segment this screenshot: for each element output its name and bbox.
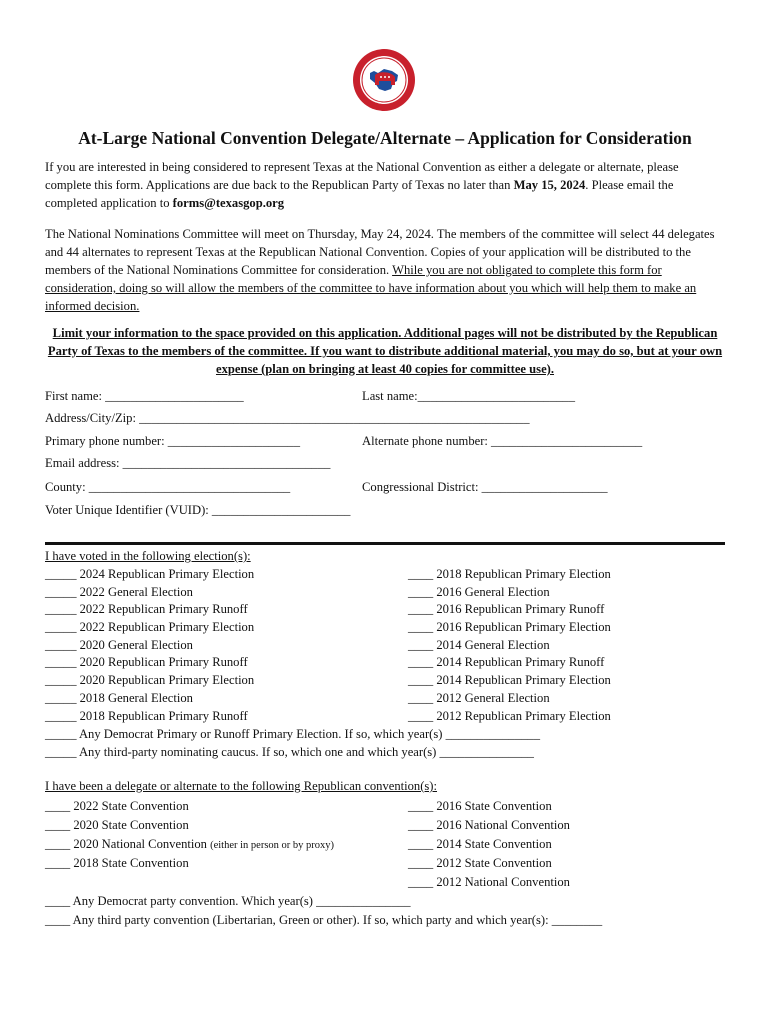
vuid-field[interactable]: Voter Unique Identifier (VUID): ______________________ [45,503,351,517]
list-item[interactable]: _____ 2022 Republican Primary Runoff [45,602,248,617]
list-item[interactable]: _____ 2022 Republican Primary Election [45,620,255,635]
list-item[interactable]: _____ 2018 General Election [45,690,193,705]
intro-text-1: If you are interested in being considered to represent Texas at the National Convention as either a delegate or alternate, please complete this form. Applications are due back to the Republican Party of Texas no later than [45,160,679,192]
list-item[interactable]: ____ Any Democrat party convention. Which year(s) _______________ [45,894,411,908]
address-field[interactable]: Address/City/Zip: ______________________________________________________________ [45,411,530,425]
list-item[interactable]: ____ 2016 Republican Primary Election [408,620,611,635]
list-item[interactable]: ____ 2014 Republican Primary Election [408,673,611,688]
elections-heading [45,548,251,566]
list-item[interactable]: ____ 2022 State Convention [45,799,189,813]
elections-left-list [45,566,254,725]
list-item[interactable]: _____ Any third-party nominating caucus. If so, which one and which year(s) _______________ [45,744,534,759]
list-item-label: ____ 2020 National Convention [45,837,211,851]
intro-text-2: . Please email the completed application to [45,178,674,210]
elections-right-list [408,566,611,725]
page-title: At-Large National Convention Delegate/Alternate – Application for Consideration [78,128,692,148]
list-item[interactable]: ____ Any third party convention (Libertarian, Green or other). If so, which party and which year(s): ________ [45,913,603,927]
list-item[interactable]: ____ 2012 Republican Primary Election [408,708,611,723]
elections-other-list [45,726,540,761]
email-link[interactable]: forms@texasgop.org [172,196,285,210]
deadline-date: May 15, 2024 [513,178,586,192]
list-item[interactable]: _____ 2024 Republican Primary Election [45,567,255,581]
elections-heading-text: I have voted in the following election(s): [45,549,251,563]
congressional-district-field[interactable]: Congressional District: ____________________ [362,480,608,494]
section-divider [45,542,725,545]
conventions-left-list [45,797,334,873]
email-field[interactable]: Email address: _________________________________ [45,456,331,470]
list-item[interactable]: ____ 2012 General Election [408,690,550,705]
list-item[interactable]: ____ 2014 State Convention [408,837,552,851]
primary-phone-field[interactable]: Primary phone number: _____________________ [45,434,300,448]
notice-paragraph: Limit your information to the space provided on this application. Additional pages will not be distributed by the Republican Party of Texas to the members of the committee. If you want to distribute additional material, you may do so, but at your own expense (plan on bringing at least 40 copies for committee use). [47,326,723,376]
last-name-field[interactable]: Last name:_________________________ [362,389,576,403]
conventions-heading [45,778,437,796]
alternate-phone-field[interactable]: Alternate phone number: ________________________ [362,434,643,448]
list-item[interactable]: _____ 2020 General Election [45,637,193,652]
list-item[interactable]: _____ 2020 Republican Primary Runoff [45,655,248,670]
list-item[interactable]: _____ 2018 Republican Primary Runoff [45,708,248,723]
committee-paragraph [45,225,725,315]
intro-paragraph [45,158,725,212]
list-item[interactable]: ____ 2014 Republican Primary Runoff [408,655,605,670]
list-item[interactable]: ____ 2016 General Election [408,584,550,599]
conventions-heading-text: I have been a delegate or alternate to the following Republican convention(s): [45,779,438,793]
list-item[interactable]: ____ 2018 Republican Primary Election [408,567,611,581]
list-item[interactable]: _____ Any Democrat Primary or Runoff Primary Election. If so, which year(s) _______________ [45,727,541,741]
list-item[interactable] [45,835,334,854]
list-item[interactable]: _____ 2022 General Election [45,584,193,599]
first-name-field[interactable]: First name: ______________________ [45,389,244,403]
list-item[interactable]: ____ 2016 National Convention [408,818,570,832]
list-item[interactable]: ____ 2016 State Convention [408,799,552,813]
list-item[interactable]: ____ 2016 Republican Primary Runoff [408,602,605,617]
committee-text: The National Nominations Committee will meet on Thursday, May 24, 2024. The members of the committee will select 44 delegates and 44 alternates to represent Texas at the Republican National Convention. Copies of your application will be distributed to the members of the National Nominations Committee for consideration. [45,227,715,277]
proxy-note: (either in person or by proxy) [210,840,335,851]
committee-underlined-text: While you are not obligated to complete this form for consideration, doing so will allow the members of the committee to have information about you which will help them to make an informed decision. [45,263,697,313]
list-item[interactable]: _____ 2020 Republican Primary Election [45,673,255,688]
list-item[interactable]: ____ 2014 General Election [408,637,550,652]
conventions-right-list [408,797,570,892]
county-field[interactable]: County: ________________________________ [45,480,291,494]
conventions-other-list [45,892,602,930]
list-item[interactable]: ____ 2012 State Convention [408,856,552,870]
list-item[interactable]: ____ 2020 State Convention [45,818,189,832]
list-item[interactable]: ____ 2012 National Convention [408,875,570,889]
list-item[interactable]: ____ 2018 State Convention [45,856,189,870]
texas-gop-seal-icon [351,47,417,113]
